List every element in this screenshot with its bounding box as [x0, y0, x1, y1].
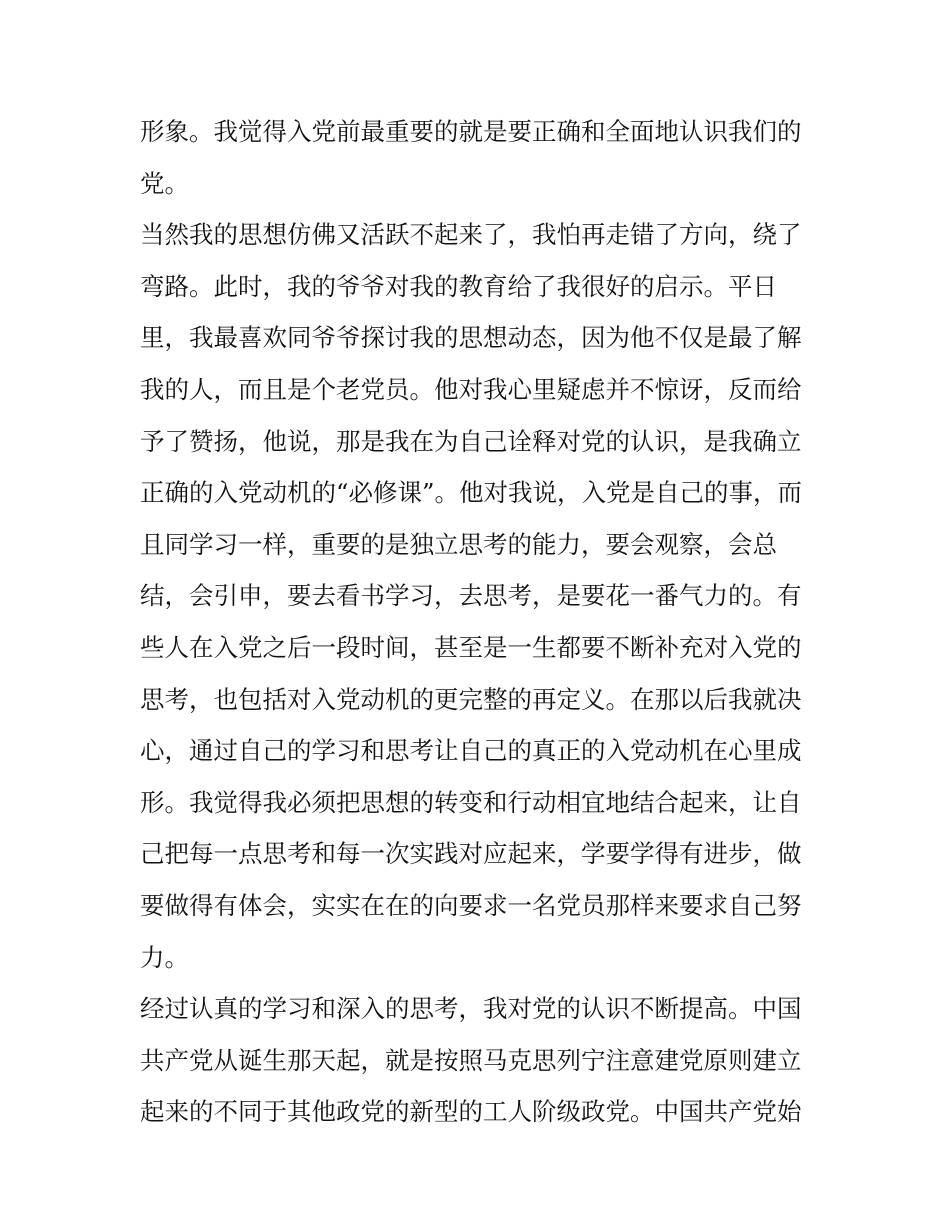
text-line: 弯路。此时，我的爷爷对我的教育给了我很好的启示。平日	[140, 271, 777, 301]
text-line: 予了赞扬，他说，那是我在为自己诠释对党的认识，是我确立	[140, 426, 802, 456]
text-line: 起来的不同于其他政党的新型的工人阶级政党。中国共产党始	[140, 1097, 802, 1127]
text-line: 正确的入党动机的“必修课”。他对我说，入党是自己的事，而	[140, 478, 803, 508]
text-line: 要做得有体会，实实在在的向要求一名党员那样来要求自己努	[140, 890, 802, 920]
text-line: 心，通过自己的学习和思考让自己的真正的入党动机在心里成	[140, 736, 802, 766]
text-line: 经过认真的学习和深入的思考，我对党的认识不断提高。中国	[140, 994, 802, 1024]
text-line: 共产党从诞生那天起，就是按照马克思列宁注意建党原则建立	[140, 1045, 802, 1075]
text-line: 结，会引申，要去看书学习，去思考，是要花一番气力的。有	[140, 581, 802, 611]
text-line: 里，我最喜欢同爷爷探讨我的思想动态，因为他不仅是最了解	[140, 323, 802, 353]
text-line: 当然我的思想仿佛又活跃不起来了，我怕再走错了方向，绕了	[140, 220, 802, 250]
text-line: 思考，也包括对入党动机的更完整的再定义。在那以后我就决	[140, 684, 802, 714]
text-line: 些人在入党之后一段时间，甚至是一生都要不断补充对入党的	[140, 632, 802, 662]
text-line: 形。我觉得我必须把思想的转变和行动相宜地结合起来，让自	[140, 787, 802, 817]
text-line: 党。	[140, 168, 189, 198]
text-line: 己把每一点思考和每一次实践对应起来，学要学得有进步，做	[140, 839, 802, 869]
text-line: 力。	[140, 942, 189, 972]
document-body	[140, 106, 820, 1138]
text-line: 且同学习一样，重要的是独立思考的能力，要会观察，会总	[140, 529, 777, 559]
text-line: 形象。我觉得入党前最重要的就是要正确和全面地认识我们的	[140, 117, 802, 146]
text-line: 我的人，而且是个老党员。他对我心里疑虑并不惊讶，反而给	[140, 374, 802, 404]
